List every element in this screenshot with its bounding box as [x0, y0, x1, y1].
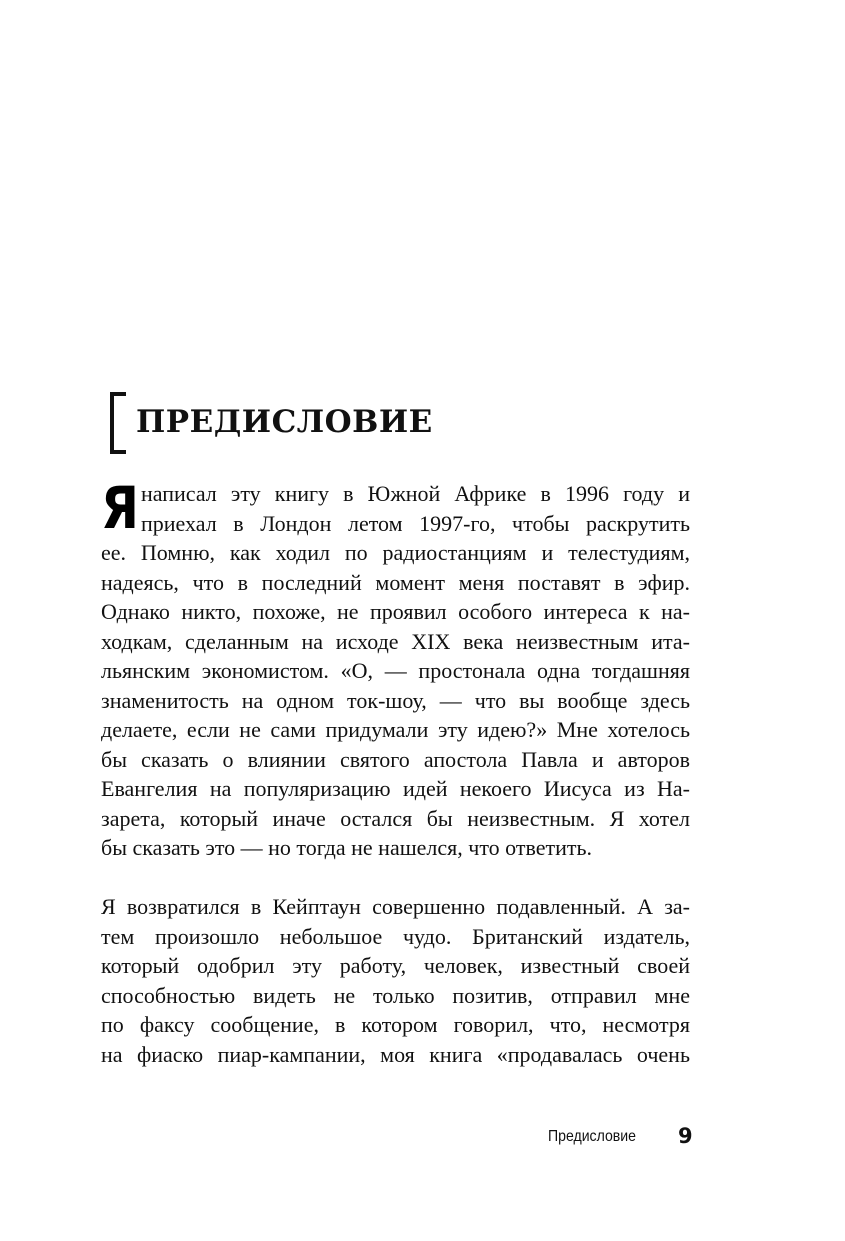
text-line: приехал в Лондон летом 1997-го, чтобы раскрутить: [141, 510, 690, 536]
text-line: ее. Помню, как ходил по радиостанциям и телестудиям,: [101, 540, 690, 565]
body-text: [101, 474, 690, 1069]
page-number: 9: [678, 1124, 693, 1148]
text-line: написал эту книгу в Южной Африке в 1996 году и: [141, 481, 690, 506]
text-line: бы сказать о влиянии святого апостола Павла и авторов: [101, 746, 690, 772]
text-line: по факсу сообщение, в котором говорил, что, несмотря: [101, 1012, 690, 1037]
text-line: ходкам, сделанным на исходе XIX века неизвестным ита-: [101, 628, 690, 654]
text-line: делаете, если не сами придумали эту идею?» Мне хотелось: [101, 717, 690, 742]
chapter-title: ПРЕДИСЛОВИЕ: [136, 404, 433, 440]
chapter-heading: [106, 392, 706, 458]
text-line: зарета, который иначе остался бы неизвестным. Я хотел: [101, 805, 690, 831]
text-line: Однако никто, похоже, не проявил особого интереса к на-: [101, 599, 690, 624]
text-line: на фиаско пиар-кампании, моя книга «продавалась очень: [101, 1041, 690, 1067]
paragraph-gap: [101, 863, 690, 893]
paragraph: [101, 892, 690, 1069]
text-line: Евангелия на популяризацию идей некоего Иисуса из На-: [101, 776, 690, 801]
text-line: бы сказать это — но тогда не нашелся, что ответить.: [101, 835, 593, 860]
text-line: Я возвратился в Кейптаун совершенно подавленный. А за-: [101, 894, 690, 919]
text-line: льянским экономистом. «О, — простонала одна тогдашняя: [101, 658, 690, 683]
text-line: тем произошло небольшое чудо. Британский издатель,: [101, 923, 690, 949]
heading-bracket: [110, 392, 126, 454]
text-line: знаменитость на одном ток-шоу, — что вы вообще здесь: [101, 687, 690, 713]
text-line: надеясь, что в последний момент меня поставят в эфир.: [101, 569, 690, 595]
paragraph: [101, 474, 690, 863]
text-line: способностью видеть не только позитив, отправил мне: [101, 982, 690, 1008]
text-line: который одобрил эту работу, человек, известный своей: [101, 953, 690, 978]
running-footer-section: Предисловие: [548, 1128, 636, 1145]
drop-cap: Я: [101, 474, 139, 542]
